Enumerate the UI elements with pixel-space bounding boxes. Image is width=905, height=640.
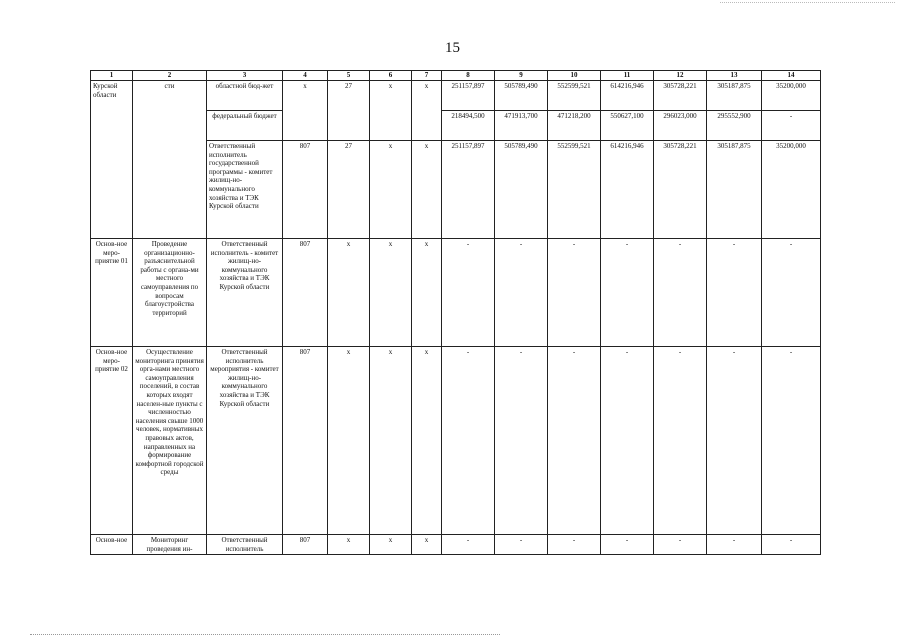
amount-cell: - [762, 347, 821, 535]
header-cell: 5 [328, 71, 370, 81]
code-cell: х [283, 81, 328, 141]
activity-id-cell: Основ-ное меро-приятие 02 [91, 347, 133, 535]
page-number: 15 [445, 40, 460, 56]
activity-name-cell: Мониторинг проведения ин- [133, 535, 207, 555]
activity-name-cell: Осуществление мониторинга принятия орга-нами местного самоуправления поселений, в состав которых входят населен-ные пункты с численностью населения свыше 1000 человек, нормативных правовых актов, направленных на формирование комфортной городской среды [133, 347, 207, 535]
activity-id-cell: Основ-ное меро-приятие 01 [91, 239, 133, 347]
amount-cell: - [495, 239, 548, 347]
code-cell: 27 [328, 141, 370, 239]
scan-artifact-bottom [30, 634, 500, 636]
amount-cell: 305728,221 [654, 81, 707, 111]
funding-source-cell: областной бюд-жет [207, 81, 283, 111]
table-row [91, 239, 821, 347]
amount-cell: - [762, 111, 821, 141]
amount-cell: - [601, 239, 654, 347]
amount-cell: 251157,897 [442, 81, 495, 111]
amount-cell: 295552,900 [707, 111, 762, 141]
header-cell: 10 [548, 71, 601, 81]
code-cell: х [412, 347, 442, 535]
amount-cell: 305187,875 [707, 141, 762, 239]
amount-cell: - [654, 239, 707, 347]
amount-cell: - [762, 535, 821, 555]
amount-cell: 218494,500 [442, 111, 495, 141]
amount-cell: - [442, 239, 495, 347]
amount-cell: - [762, 239, 821, 347]
code-cell: х [370, 347, 412, 535]
amount-cell: 35200,000 [762, 141, 821, 239]
code-cell: 807 [283, 347, 328, 535]
amount-cell: - [707, 535, 762, 555]
scan-artifact-top [720, 2, 895, 4]
code-cell: х [370, 535, 412, 555]
amount-cell: - [601, 347, 654, 535]
amount-cell: 614216,946 [601, 141, 654, 239]
code-cell: 807 [283, 239, 328, 347]
header-cell: 13 [707, 71, 762, 81]
header-cell: 14 [762, 71, 821, 81]
header-cell: 11 [601, 71, 654, 81]
amount-cell: 505789,490 [495, 81, 548, 111]
amount-cell: 305187,875 [707, 81, 762, 111]
amount-cell: 35200,000 [762, 81, 821, 111]
executor-cell: Ответственный исполнитель [207, 535, 283, 555]
activity-name-cell: Проведение организационно-разъяснительной работы с органа-ми местного самоуправления по вопросам благоустройства территорий [133, 239, 207, 347]
header-cell: 9 [495, 71, 548, 81]
amount-cell: 614216,946 [601, 81, 654, 111]
code-cell: 807 [283, 535, 328, 555]
code-cell: 807 [283, 141, 328, 239]
header-cell: 4 [283, 71, 328, 81]
program-table [90, 70, 821, 555]
program-name-cell: сти [133, 81, 207, 239]
code-cell: х [370, 239, 412, 347]
amount-cell: 305728,221 [654, 141, 707, 239]
code-cell: х [328, 535, 370, 555]
executor-cell: Ответственный исполнитель - комитет жилищ-но-коммунального хозяйства и ТЭК Курской области [207, 239, 283, 347]
code-cell: х [370, 141, 412, 239]
header-cell: 8 [442, 71, 495, 81]
amount-cell: - [442, 535, 495, 555]
amount-cell: - [707, 347, 762, 535]
amount-cell: - [654, 535, 707, 555]
executor-cell: Ответственный исполнитель государственной программы - комитет жилищ-но-коммунального хозяйства и ТЭК Курской области [207, 141, 283, 239]
code-cell: х [412, 81, 442, 141]
amount-cell: - [548, 239, 601, 347]
header-cell: 2 [133, 71, 207, 81]
code-cell: х [412, 239, 442, 347]
funding-source-cell: федеральный бюджет [207, 111, 283, 141]
table-row [91, 347, 821, 535]
amount-cell: 471218,200 [548, 111, 601, 141]
header-cell: 6 [370, 71, 412, 81]
amount-cell: - [707, 239, 762, 347]
activity-id-cell: Основ-ное [91, 535, 133, 555]
amount-cell: 552599,521 [548, 81, 601, 111]
amount-cell: - [495, 535, 548, 555]
header-cell: 12 [654, 71, 707, 81]
table-header-row [91, 71, 821, 81]
amount-cell: - [548, 535, 601, 555]
code-cell: х [370, 81, 412, 141]
code-cell: 27 [328, 81, 370, 141]
header-cell: 1 [91, 71, 133, 81]
table-row [91, 81, 821, 111]
code-cell: х [328, 347, 370, 535]
amount-cell: 296023,000 [654, 111, 707, 141]
amount-cell: 251157,897 [442, 141, 495, 239]
amount-cell: 471913,700 [495, 111, 548, 141]
executor-cell: Ответственный исполнитель мероприятия - комитет жилищ-но-коммунального хозяйства и ТЭК Курской области [207, 347, 283, 535]
header-cell: 7 [412, 71, 442, 81]
amount-cell: 550627,100 [601, 111, 654, 141]
code-cell: х [412, 535, 442, 555]
amount-cell: - [442, 347, 495, 535]
header-cell: 3 [207, 71, 283, 81]
amount-cell: - [495, 347, 548, 535]
responsible-region-cell: Курской области [91, 81, 133, 239]
code-cell: х [412, 141, 442, 239]
code-cell: х [328, 239, 370, 347]
amount-cell: 552599,521 [548, 141, 601, 239]
amount-cell: - [601, 535, 654, 555]
amount-cell: - [548, 347, 601, 535]
amount-cell: - [654, 347, 707, 535]
amount-cell: 505789,490 [495, 141, 548, 239]
table-row [91, 535, 821, 555]
